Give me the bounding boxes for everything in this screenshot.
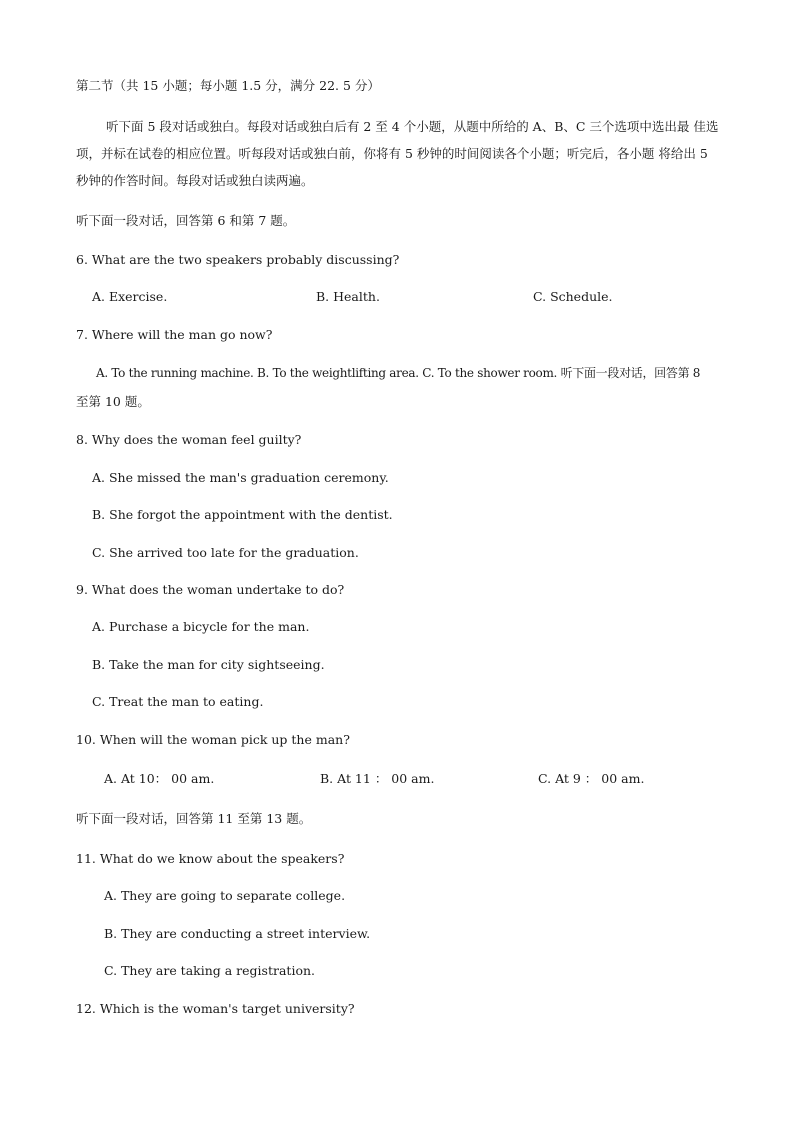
question-8-option-b: B. She forgot the appointment with the dentist. [92, 507, 393, 522]
question-12-stem: 12. Which is the woman's target university? [76, 1001, 355, 1016]
group-label-q8-q10: 至第 10 题。 [76, 394, 150, 409]
question-9-stem: 9. What does the woman undertake to do? [76, 582, 345, 597]
section-instructions: 听下面 5 段对话或独白。每段对话或独白后有 2 至 4 个小题，从题中所给的 A、B、C 三个选项中选出最 佳选项，并标在试卷的相应位置。听每段对话或独白前，你将有 5 秒钟的时间阅读各个小题；听完后，各小题 将给出 5 秒钟的作答时间。每段对话或独白读两遍。 [76, 119, 719, 188]
question-11-option-b: B. They are conducting a street interview. [104, 926, 371, 941]
question-11-option-c: C. They are taking a registration. [104, 963, 315, 978]
question-11-stem: 11. What do we know about the speakers? [76, 851, 345, 866]
question-10-option-c: C. At 9 ： 00 am. [538, 771, 645, 786]
question-10-stem: 10. When will the woman pick up the man? [76, 732, 350, 747]
question-10-option-b: B. At 11 ： 00 am. [320, 771, 435, 786]
section-title: 第二节（共 15 小题；每小题 1.5 分，满分 22. 5 分） [76, 78, 380, 93]
question-8-option-a: A. She missed the man's graduation ceremony. [92, 470, 389, 485]
question-10-option-a: A. At 10： 00 am. [104, 771, 215, 786]
question-9-option-c: C. Treat the man to eating. [92, 694, 264, 709]
question-6-option-c: C. Schedule. [533, 289, 613, 304]
question-6-option-b: B. Health. [316, 289, 380, 304]
question-11-option-a: A. They are going to separate college. [104, 888, 346, 903]
question-7-options: A. To the running machine. B. To the weightlifting area. C. To the shower room. 听下面一段对话，回答第 8 [96, 366, 701, 380]
question-9-option-b: B. Take the man for city sightseeing. [92, 657, 325, 672]
question-8-option-c: C. She arrived too late for the graduation. [92, 545, 359, 560]
question-6-option-a: A. Exercise. [92, 289, 168, 304]
question-7-stem: 7. Where will the man go now? [76, 327, 273, 342]
question-8-stem: 8. Why does the woman feel guilty? [76, 432, 302, 447]
question-6-stem: 6. What are the two speakers probably discussing? [76, 252, 400, 267]
group-label-q6-q7: 听下面一段对话，回答第 6 和第 7 题。 [76, 213, 296, 228]
group-label-q11-q13: 听下面一段对话，回答第 11 至第 13 题。 [76, 811, 312, 826]
question-9-option-a: A. Purchase a bicycle for the man. [92, 619, 310, 634]
